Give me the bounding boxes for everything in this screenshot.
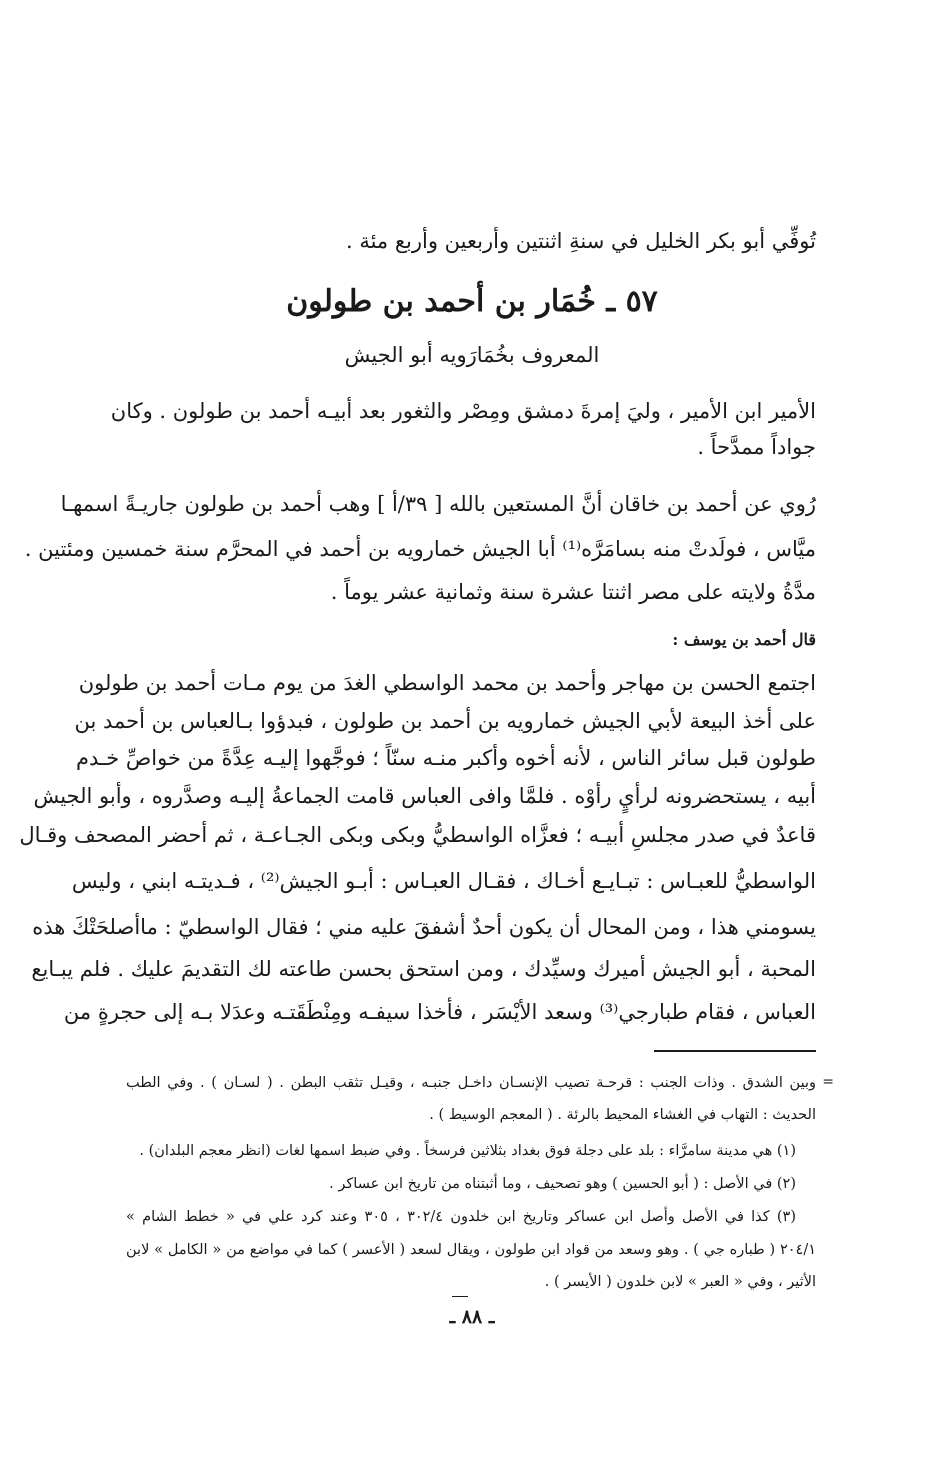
paragraph-line: الواسطيُّ للعبـاس : تبـايـع أخـاك ، فقـال العبـاس : أبـو الجيش⁽²⁾ ، فـديتـه ابني ، وليس xyxy=(71,869,816,893)
entry-subtitle: المعروف بخُمَارَويه أبو الجيش xyxy=(344,343,600,367)
paragraph-line: العباس ، فقام طبارجي⁽³⁾ وسعد الأيْسَر ، فأخذا سيفـه ومِنْطَقَتـه وعدَلا بـه إلى حجرةٍ من xyxy=(63,1000,816,1024)
page-number: ـ ٨٨ ـ xyxy=(449,1306,495,1328)
paragraph-line: الأمير ابن الأمير ، وليَ إمرةَ دمشق ومِصْر والثغور بعد أبيـه أحمد بن طولون . وكان xyxy=(110,399,816,423)
footnote-separator xyxy=(654,1050,816,1052)
paragraph-line: رُوي عن أحمد بن خاقان أنَّ المستعين بالله [ ٣٩/أ ] وهب أحمد بن طولون جاريـةً اسمهـا xyxy=(60,492,816,516)
footnote-line: وبين الشدق . وذات الجنب : قرحـة تصيب الإنسـان داخـل جنبـه ، وقيـل تثقب البطن . ( لسـان ) . وفي الطب xyxy=(126,1075,816,1091)
intro-line: تُوفِّي أبو بكر الخليل في سنةِ اثنتين وأربعين وأربع مئة . xyxy=(345,229,816,253)
paragraph-line: طولون قبل سائر الناس ، لأنه أخوه وأكبر منـه سنّاً ؛ فوجَّهوا إليـه عِدَّةً من خواصِّ خـدم xyxy=(76,746,816,770)
section-heading: قال أحمد بن يوسف : xyxy=(672,630,816,649)
footnote-line: (١) هي مدينة سامرَّاء : بلد على دجلة فوق بغداد بثلاثين فرسخاً . وفي ضبط اسمها لغات (انظر معجم البلدان) . xyxy=(139,1143,796,1159)
paragraph-line: يسومني هذا ، ومن المحال أن يكون أحدٌ أشفقَ عليه مني ؛ فقال الواسطيّ : ماأصلحَتْكَ هذه xyxy=(32,915,816,939)
paragraph-line: اجتمع الحسن بن مهاجر وأحمد بن محمد الواسطي الغدَ من يوم مـات أحمد بن طولون xyxy=(78,671,816,695)
paragraph-line: قاعدٌ في صدر مجلسِ أبيـه ؛ فعزَّاه الواسطيُّ وبكى وبكى الجـاعـة ، ثم أحضر المصحف وقـال xyxy=(19,823,816,847)
entry-title: ٥٧ ـ خُمَار بن أحمد بن طولون xyxy=(286,284,658,319)
footnote-line: (٢) في الأصل : ( أبو الحسين ) وهو تصحيف ، وما أثبتناه من تاريخ ابن عساكر . xyxy=(329,1176,796,1192)
page-number-overline xyxy=(452,1296,468,1297)
paragraph-line: على أخذ البيعة لأبي الجيش خمارويه بن أحمد بن طولون ، فبدؤوا بـالعباس بن أحمد بن xyxy=(74,709,816,733)
footnote-line: الحديث : التهاب في الغشاء المحيط بالرئة . ( المعجم الوسيط ) . xyxy=(429,1107,816,1123)
footnote-line: (٣) كذا في الأصل وأصل ابن عساكر وتاريخ ابن خلدون ٣٠٢/٤ ، ٣٠٥ وعند كرد علي في « خطط الشام » xyxy=(126,1209,796,1225)
paragraph-line: مدَّةُ ولايته على مصر اثنتا عشرة سنة وثمانية عشر يوماً . xyxy=(330,580,816,604)
footnote-line: ٢٠٤/١ ( طباره جي ) . وهو وسعد من قواد ابن طولون ، ويقال لسعد ( الأعسر ) كما في مواضع من « الكامل » لابن xyxy=(126,1242,816,1258)
paragraph-line: أبيه ، يستحضرونه لرأيٍ رأوْه . فلمَّا وافى العباس قامت الجماعةُ إليـه وصدَّروه ، وأبو الجيش xyxy=(33,784,816,808)
paragraph-line: ميَّاس ، فولَدتْ منه بسامَرَّه⁽¹⁾ أبا الجيش خمارويه بن أحمد في المحرَّم سنة خمسين ومئتين . xyxy=(24,537,816,561)
footnote-line: الأثير ، وفي « العبر » لابن خلدون ( الأيسر ) . xyxy=(544,1274,816,1290)
paragraph-line: المحبة ، أبو الجيش أميرك وسيِّدك ، ومن استحق بحسن طاعته لك التقديمَ عليك . فلم يبـايع xyxy=(31,957,816,981)
paragraph-line: جواداً ممدَّحاً . xyxy=(697,435,816,459)
footnote-continuation-mark: = xyxy=(822,1074,834,1090)
